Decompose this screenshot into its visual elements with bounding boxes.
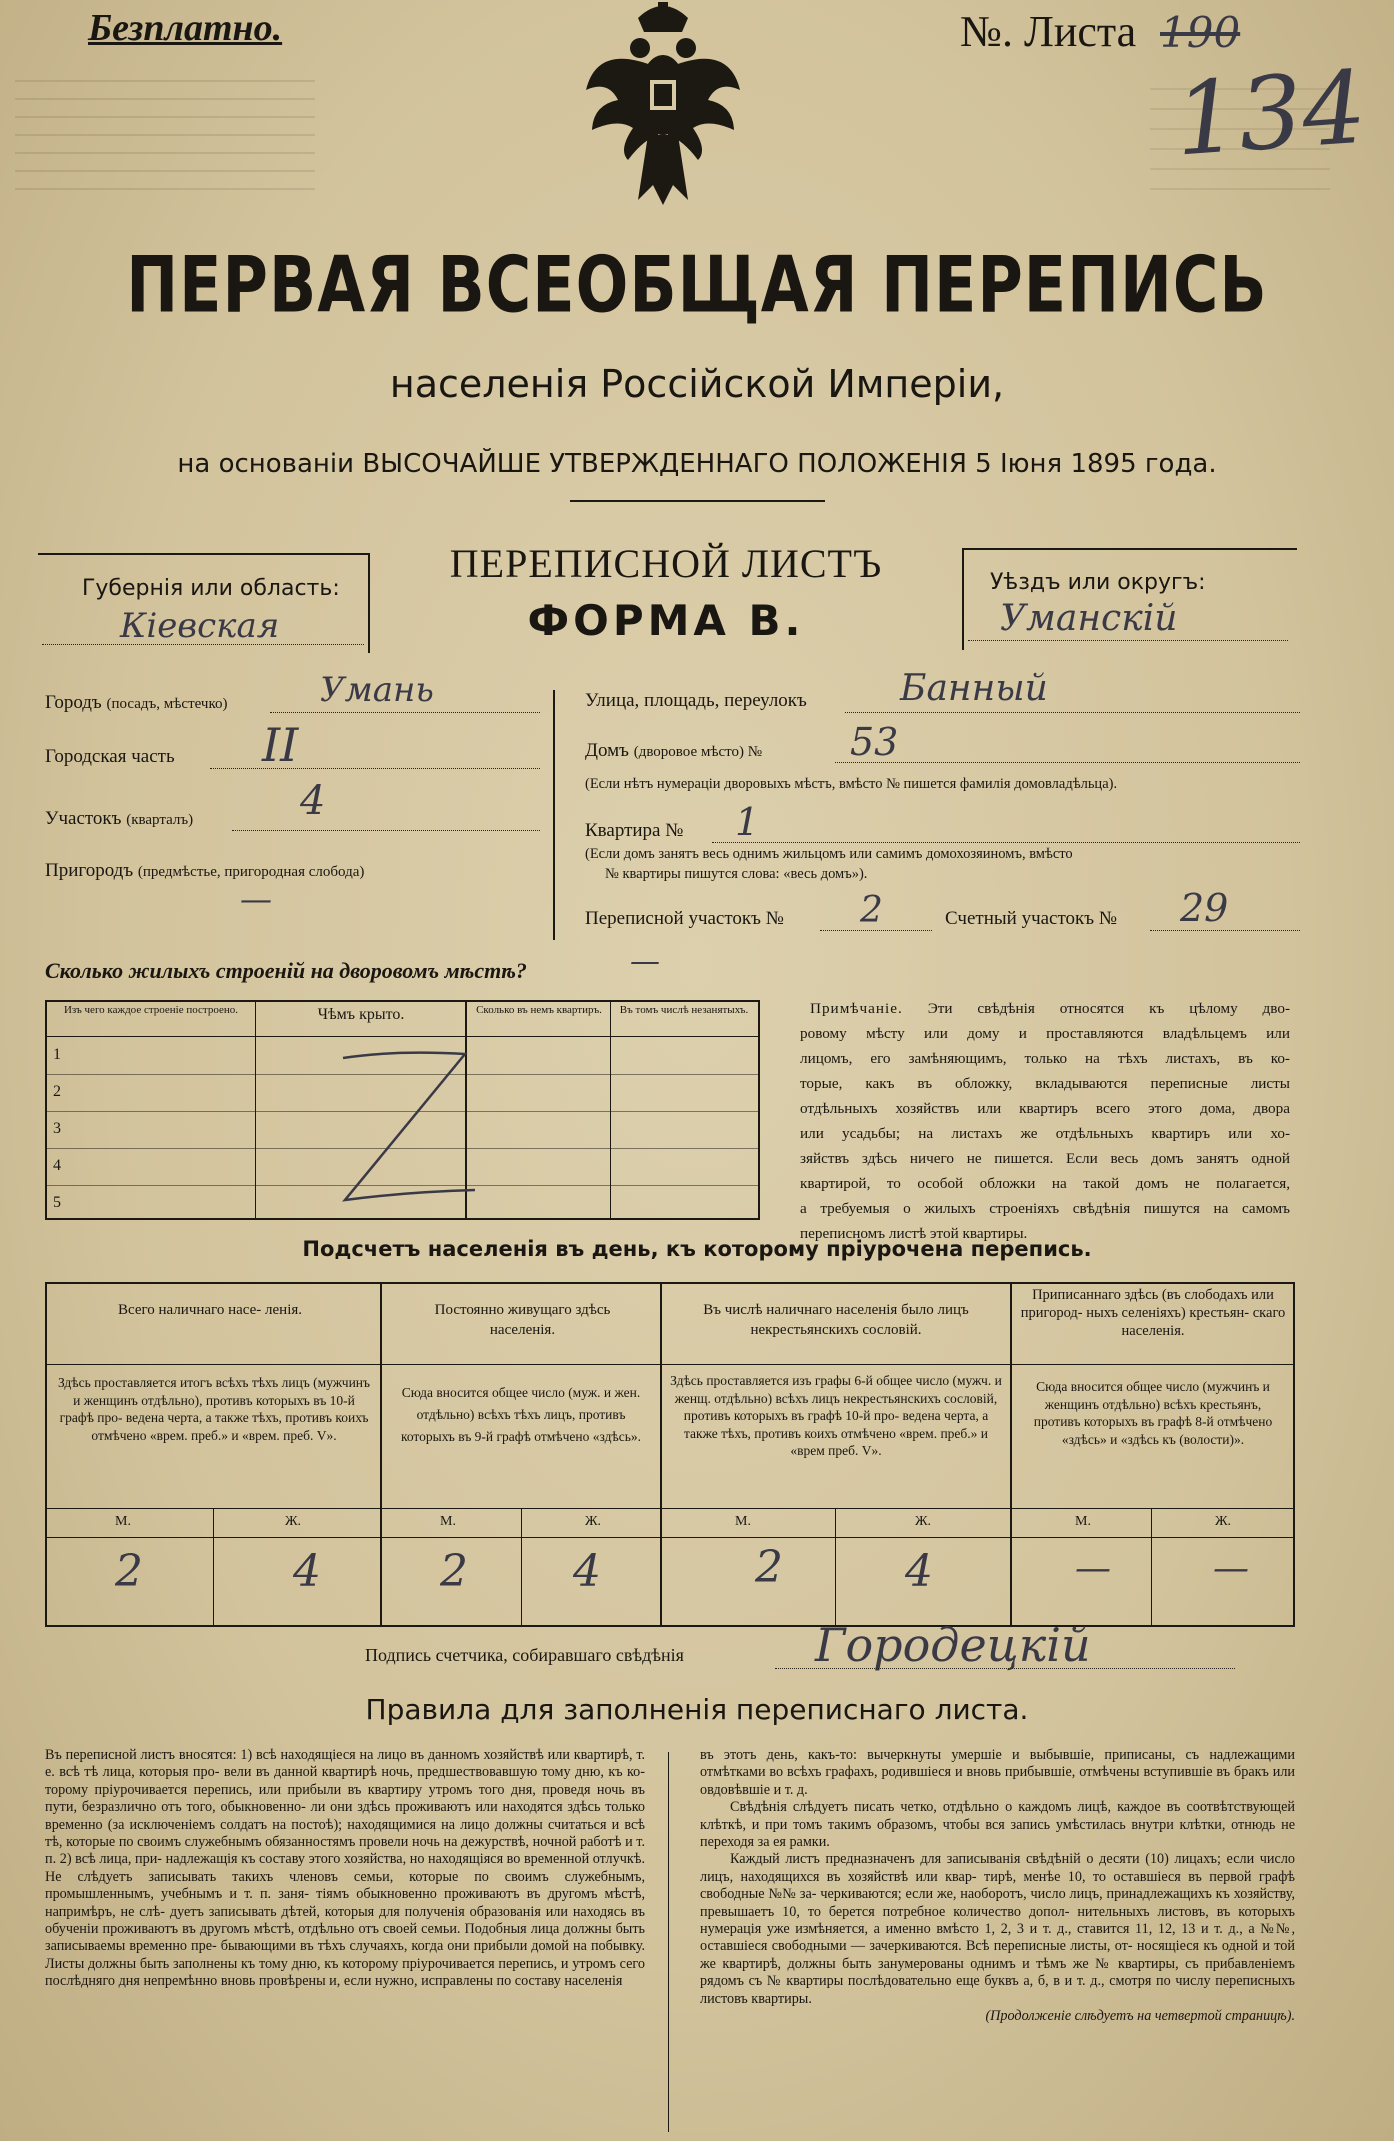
- gubernia-label: Губернія или область:: [82, 576, 340, 601]
- double-headed-eagle-icon: [578, 0, 748, 210]
- pop-col-nonpeasant-f-label: Ж.: [915, 1514, 932, 1529]
- city-underline: [270, 712, 540, 713]
- pop-col-resident-f: 4: [573, 1546, 601, 1597]
- pop-col-resident-m-label: М.: [440, 1514, 456, 1529]
- part-label: Городская часть: [45, 746, 175, 767]
- house-underline: [835, 762, 1300, 763]
- buildings-row-5: 5: [53, 1194, 61, 1211]
- pop-col-total-m-label: М.: [115, 1514, 131, 1529]
- sheet-number-struck: 190: [1160, 8, 1241, 57]
- pop-col-peasant-m: —: [1075, 1548, 1111, 1589]
- form-name: ПЕРЕПИСНОЙ ЛИСТЪ: [449, 541, 883, 586]
- uezd-value: Уманскій: [1000, 598, 1178, 639]
- signature-value: Городецкій: [815, 1618, 1091, 1672]
- pop-col-nonpeasant-head: Въ числѣ наличнаго населенія было лицъ некрестьянскихъ сословій.: [703, 1302, 969, 1338]
- apartment-value: 1: [735, 800, 760, 844]
- house-label: Домъ (дворовое мѣсто) №: [585, 740, 763, 761]
- apartment-note-2: № квартиры пишутся слова: «весь домъ»).: [605, 866, 868, 882]
- count-underline: [1150, 930, 1300, 931]
- buildings-row-2: 2: [53, 1083, 61, 1100]
- address-divider: [553, 690, 555, 940]
- signature-underline: [775, 1668, 1235, 1669]
- subtitle: населенія Россійской Имперіи,: [389, 362, 1005, 406]
- pop-col-total-head: Всего наличнаго насе- ленія.: [117, 1302, 303, 1318]
- pop-col-total-m: 2: [115, 1546, 143, 1597]
- rules-title: Правила для заполненія переписнаго листа.: [365, 1693, 1029, 1726]
- section-label: Участокъ (кварталъ): [45, 808, 194, 829]
- uezd-label: Уѣздъ или округъ:: [990, 570, 1206, 595]
- street-underline: [845, 712, 1300, 713]
- census-district-value: 2: [860, 890, 883, 931]
- note-head: Примѣчаніе.: [810, 1000, 903, 1017]
- apartment-underline: [712, 842, 1300, 843]
- pop-col-nonpeasant-text: Здѣсь проставляется изъ графы 6-й общее число (мужч. и женщ. отдѣльно) всѣхъ лицъ некрестьянскихъ сословій, противъ которыхъ въ графѣ 10-й про- ведена черта, а также тѣхъ, противъ коихъ отмѣчено «врем. преб.» и «врем преб. V».: [670, 1373, 1002, 1458]
- city-label: Городъ (посадъ, мѣстечко): [45, 692, 228, 713]
- pop-col-resident-m: 2: [440, 1546, 468, 1597]
- pop-col-resident-text: Сюда вносится общее число (муж. и жен. отдѣльно) всѣхъ тѣхъ лицъ, противъ которыхъ въ 9-й графѣ отмѣчено «здѣсь».: [400, 1385, 642, 1444]
- pencil-z-strike: [325, 1040, 485, 1215]
- buildings-row-4: 4: [53, 1157, 61, 1174]
- count-district-value: 29: [1180, 886, 1229, 930]
- house-note: (Если нѣтъ нумераціи дворовыхъ мѣстъ, вмѣсто № пишется фамилія домовладѣльца).: [585, 776, 1118, 792]
- gubernia-value: Кіевская: [120, 606, 280, 646]
- pop-col-total-f-label: Ж.: [285, 1514, 302, 1529]
- section-value: 4: [300, 778, 326, 824]
- title-rule: [570, 500, 825, 502]
- buildings-col-roof: Чѣмъ крыто.: [317, 1006, 405, 1023]
- part-value: II: [262, 718, 299, 772]
- apartment-label: Квартира №: [585, 820, 684, 841]
- buildings-col-material: Изъ чего каждое строеніе построено.: [63, 1004, 239, 1016]
- buildings-row-1: 1: [53, 1046, 61, 1063]
- rules-right-column: въ этотъ день, какъ-то: вычеркнуты умершіе и выбывшіе, приписаны, съ надлежащими отмѣтками во всѣхъ графахъ, родившіеся и вновь прибывшіе, отмѣчены вступившіе въ бракъ или овдовѣвшіе и т. д. Свѣдѣнія слѣдуетъ писать четко, отдѣльно о каждомъ лицѣ, каждое въ соотвѣтствующей клѣткѣ, и при томъ такимъ образомъ, чтобы вся запись умѣстилась внутри клѣтки, отнюдь не переходя за ея рамки. Каждый листъ предназначенъ для записыванія свѣдѣній о десяти (10) лицахъ; если число лицъ, находящихся въ хозяйствѣ или квар- тирѣ, менѣе 10, то оставшіеся въ первой графѣ свободные №№ за- черкиваются; если же, наоборотъ, число лицъ, принадлежащихъ къ хозяйству, превышаетъ 10, то берется потребное количество допол- нительныхъ листовъ, въ которыхъ нумерація уже измѣняется, а именно вмѣсто 1, 2, 3 и т. д., ставится 11, 12, 13 и т. д., а №№, оставшіеся свободными — зачеркиваются. Всѣ переписные листы, от- носящіеся къ одной и той же квартирѣ, должны быть занумерованы однимъ и тѣмъ же № квартиры, съ прибавленіемъ рядомъ съ № квартиры послѣдовательно еще буквъ а, б, в и т. д., смотря по числу переписныхъ листовъ квартиры. (Продолженіе слѣдуетъ на четвертой страницѣ).: [700, 1747, 1295, 2025]
- note-block: Примѣчаніе. Эти свѣдѣнія относятся къ цѣлому дво- ровому мѣсту или дому и проставляются владѣльцемъ или лицомъ, его замѣняющимъ, только на тѣхъ листахъ, въ ко- торые, какъ въ обложку, вкладываются переписные листы отдѣльныхъ хозяйствъ или квартиръ всего этого дома, двора или усадьбы; на листахъ же отдѣльныхъ квартиръ или хо- зяйствъ здѣсь ничего не пишется. Если весь домъ занятъ одной квартирой, то особой обложки на такой домъ не полагается, а требуемыя о жилыхъ строеніяхъ свѣдѣнія пишутся на самомъ переписномъ листѣ этой квартиры.: [800, 1000, 1290, 1242]
- main-title: ПЕРВАЯ ВСЕОБЩАЯ ПЕРЕПИСЬ: [126, 238, 1268, 331]
- basis-line: на основаніи ВЫСОЧАЙШЕ УТВЕРЖДЕННАГО ПОЛОЖЕНІЯ 5 Іюня 1895 года.: [177, 449, 1217, 479]
- buildings-col-vacant: Въ томъ числѣ незанятыхъ.: [619, 1004, 749, 1016]
- pop-col-nonpeasant-m-label: М.: [735, 1514, 751, 1529]
- buildings-question: Сколько жилыхъ строеній на дворовомъ мѣстѣ?: [45, 958, 527, 983]
- pop-col-peasant-head: Приписаннаго здѣсь (въ слободахъ или пригород- ныхъ селеніяхъ) крестьян- скаго населенія.: [1020, 1287, 1286, 1339]
- apartment-note-1: (Если домъ занятъ весь однимъ жильцомъ или самимъ домохозяиномъ, вмѣсто: [585, 846, 1073, 862]
- signature-label: Подпись счетчика, собиравшаго свѣдѣнія: [365, 1645, 684, 1665]
- house-value: 53: [850, 720, 899, 764]
- pop-col-peasant-m-label: М.: [1075, 1514, 1091, 1529]
- pop-col-nonpeasant-f: 4: [905, 1546, 933, 1597]
- pop-col-resident-f-label: Ж.: [585, 1514, 602, 1529]
- form-type: ФОРМА В.: [527, 596, 805, 645]
- rules-left-column: Въ переписной листъ вносятся: 1) всѣ находящіеся на лицо въ данномъ хозяйствѣ или квартирѣ, т. е. всѣ тѣ лица, которыя про- вели въ данной квартирѣ ночь, предшествовавшую тому дню, къ ко- торому пріурочивается перепись, или прибыли въ квартиру утромъ того дня, проведя ночь въ пути, безразлично отъ того, обыкновенно- ли они здѣсь проживаютъ или находятся здѣсь только временно (за исключеніемъ солдатъ на постоѣ); находящимися на лицо должны считаться и всѣ тѣ, которые по своимъ служебнымъ обязанностямъ провели ночь на дежурствѣ, ночной работѣ и т. п. 2) всѣ лица, при- надлежащія къ составу этого хозяйства, но находящіяся во временной отлучкѣ. Не слѣдуетъ записывать такихъ членовъ семьи, которые по своимъ служебнымъ, промышленнымъ, учебнымъ и т. п. заня- тіямъ обыкновенно проживаютъ въ другомъ мѣстѣ, напримѣръ, не слѣ- дуетъ записывать дѣтей, которыя для полученія образованія или находясь въ обученіи проживаютъ въ другомъ мѣстѣ, отдѣльно отъ своей семьи. Подобныя лица должны быть записываемы временно пре- бывающими въ тѣхъ случаяхъ, когда они прибыли домой на побывку. Листы должны быть заполнены къ тому дню, къ которому пріурочивается перепись, и утромъ сего послѣдняго дня непремѣнно вновь провѣрены и, если нужно, исправлены по составу населенія: [45, 1747, 645, 1990]
- gubernia-underline: [42, 644, 364, 645]
- box-right-left-edge: [962, 548, 964, 650]
- sheet-number-handwritten: 134: [1171, 48, 1370, 179]
- pop-col-peasant-f: —: [1213, 1548, 1249, 1589]
- box-top-left: [38, 553, 370, 555]
- count-district-label: Счетный участокъ №: [945, 908, 1117, 929]
- rules-divider: [668, 1752, 669, 2132]
- uezd-underline: [968, 640, 1288, 641]
- buildings-question-value: —: [630, 944, 660, 979]
- population-title: Подсчетъ населенія въ день, къ которому пріурочена перепись.: [302, 1237, 1092, 1261]
- free-label: Безплатно.: [88, 7, 283, 49]
- suburb-value: —: [240, 880, 272, 918]
- sheet-number-label: №. Листа: [960, 7, 1137, 56]
- bleed-through: [15, 80, 315, 190]
- suburb-label: Пригородъ (предмѣстье, пригородная слобода): [45, 860, 365, 881]
- buildings-row-3: 3: [53, 1120, 61, 1137]
- box-top-right: [962, 548, 1297, 550]
- population-table: [45, 1282, 1295, 1627]
- buildings-table: [45, 1000, 760, 1220]
- pop-col-resident-head: Постоянно живущаго здѣсь населенія.: [434, 1302, 611, 1338]
- section-underline: [232, 830, 540, 831]
- city-value: Умань: [320, 670, 434, 710]
- pop-col-total-f: 4: [293, 1546, 321, 1597]
- census-underline: [820, 930, 932, 931]
- pop-col-nonpeasant-m: 2: [755, 1542, 783, 1593]
- census-district-label: Переписной участокъ №: [585, 908, 784, 929]
- pop-col-peasant-f-label: Ж.: [1215, 1514, 1232, 1529]
- pop-col-peasant-text: Сюда вносится общее число (мужчинъ и женщинъ отдѣльно) всѣхъ крестьянъ, противъ которыхъ въ графѣ 8-й отмѣчено «здѣсь» и «здѣсь къ (волости)».: [1033, 1379, 1273, 1447]
- rules-continued: (Продолженіе слѣдуетъ на четвертой страницѣ).: [985, 2008, 1295, 2025]
- street-label: Улица, площадь, переулокъ: [585, 690, 807, 711]
- buildings-col-apartments: Сколько въ немъ квартиръ.: [476, 1004, 602, 1016]
- street-value: Банный: [900, 668, 1048, 709]
- pop-col-total-text: Здѣсь проставляется итогъ всѣхъ тѣхъ лицъ (мужчинъ и женщинъ отдѣльно), противъ которыхъ въ 10-й графѣ про- ведена черта, а также тѣхъ, противъ коихъ отмѣчено «врем. преб.» и «врем. преб. V».: [57, 1375, 371, 1443]
- part-underline: [210, 768, 540, 769]
